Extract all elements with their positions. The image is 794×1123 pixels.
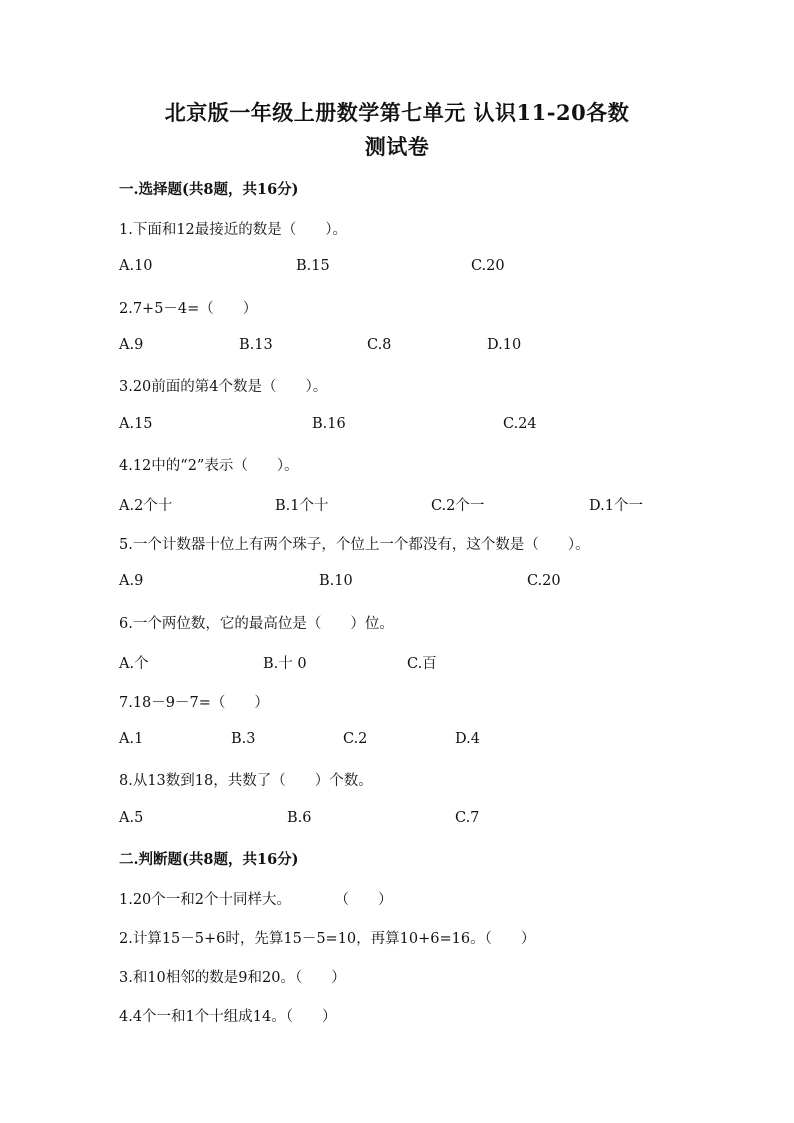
option: A.15 [119,416,153,432]
option: A.2个十 [119,498,173,514]
option: A.5 [119,810,144,826]
option: B.13 [239,337,273,353]
judgement-question: 3.和10相邻的数是9和20。（ ） [119,970,346,986]
question-stem: 2.7+5－4=（ ） [119,301,258,317]
option: B.1个十 [275,498,329,514]
option: B.6 [287,810,312,826]
option: C.2个一 [431,498,485,514]
option: A.10 [119,258,153,274]
question-stem: 6.一个两位数，它的最高位是（ ）位。 [119,616,394,632]
question-stem: 4.12中的“2”表示（ ）。 [119,458,299,474]
option: C.7 [455,810,480,826]
judgement-question: 4.4个一和1个十组成14。（ ） [119,1009,337,1025]
option: C.2 [343,731,368,747]
question-stem: 8.从13数到18，共数了（ ）个数。 [119,773,373,789]
judgement-question: 1.20个一和2个十同样大。 （ ） [119,892,393,908]
option: A.1 [119,731,144,747]
judgement-question: 2.计算15－5+6时，先算15－5=10，再算10+6=16。（ ） [119,931,536,947]
option: A.9 [119,337,144,353]
option: B.15 [296,258,330,274]
option: A.个 [119,656,149,672]
question-stem: 3.20前面的第4个数是（ ）。 [119,379,328,395]
option: D.1个一 [589,498,643,514]
option: B.十 0 [263,656,307,672]
section-heading-judgement: 二.判断题(共8题，共16分) [119,851,299,868]
option: D.10 [487,337,522,353]
page-title-line1: 北京版一年级上册数学第七单元 认识11-20各数 [164,100,630,125]
option: C.24 [503,416,537,432]
question-stem: 7.18－9－7=（ ） [119,695,269,711]
option: D.4 [455,731,480,747]
option: B.16 [312,416,346,432]
section-heading-choice: 一.选择题(共8题，共16分) [119,181,299,198]
page-title-line2: 测试卷 [364,134,430,159]
option: B.10 [319,573,353,589]
option: C.20 [527,573,561,589]
question-stem: 5.一个计数器十位上有两个珠子，个位上一个都没有，这个数是（ ）。 [119,537,590,553]
option: C.8 [367,337,392,353]
question-stem: 1.下面和12最接近的数是（ ）。 [119,222,348,238]
option: C.百 [407,656,437,672]
option: A.9 [119,573,144,589]
option: B.3 [231,731,256,747]
option: C.20 [471,258,505,274]
